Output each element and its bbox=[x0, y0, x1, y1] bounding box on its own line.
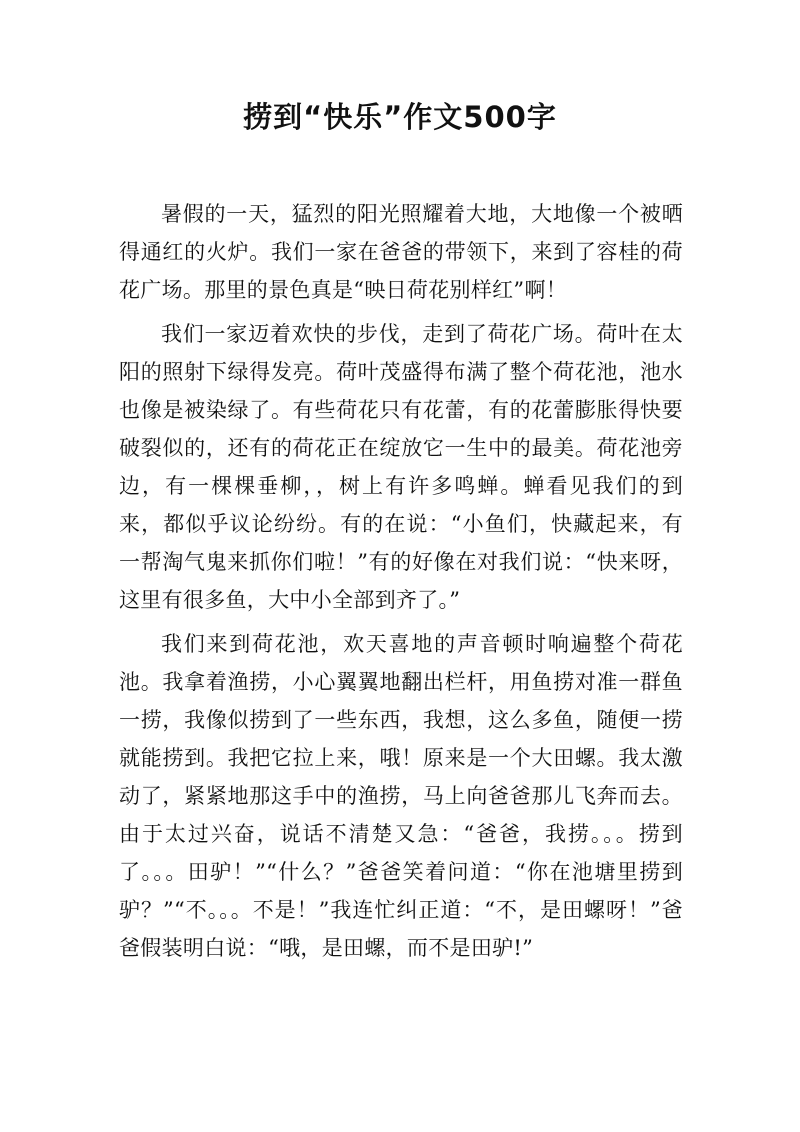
paragraph-3: 我们来到荷花池，欢天喜地的声音顿时响遍整个荷花池。我拿着渔捞，小心翼翼地翻出栏杆，用鱼捞对准一群鱼一捞，我像似捞到了一些东西，我想，这么多鱼，随便一捞就能捞到。我把它拉上来，哦！原来是一个大田螺。我太激动了，紧紧地那这手中的渔捞，马上向爸爸那儿飞奔而去。由于太过兴奋，说话不清楚又急：“爸爸，我捞。。。捞到了。。。田驴！”“什么？”爸爸笑着问道：“你在池塘里捞到驴？”“不。。。不是！”我连忙纠正道：“不，是田螺呀！”爸爸假装明白说：“哦，是田螺，而不是田驴!” bbox=[119, 632, 683, 960]
document-body bbox=[119, 195, 683, 967]
paragraph-1: 暑假的一天，猛烈的阳光照耀着大地，大地像一个被晒得通红的火炉。我们一家在爸爸的带领下，来到了容桂的荷花广场。那里的景色真是“映日荷花别样红”啊！ bbox=[119, 202, 683, 302]
document-title: 捞到“快乐”作文500字 bbox=[243, 100, 557, 134]
paragraph-2: 我们一家迈着欢快的步伐，走到了荷花广场。荷叶在太阳的照射下绿得发亮。荷叶茂盛得布满了整个荷花池，池水也像是被染绿了。有些荷花只有花蕾，有的花蕾膨胀得快要破裂似的，还有的荷花正在绽放它一生中的最美。荷花池旁边，有一棵棵垂柳，，树上有许多鸣蝉。蝉看见我们的到来，都似乎议论纷纷。有的在说：“小鱼们，快藏起来，有一帮淘气鬼来抓你们啦！”有的好像在对我们说：“快来呀，这里有很多鱼，大中小全部到齐了。” bbox=[119, 322, 683, 612]
